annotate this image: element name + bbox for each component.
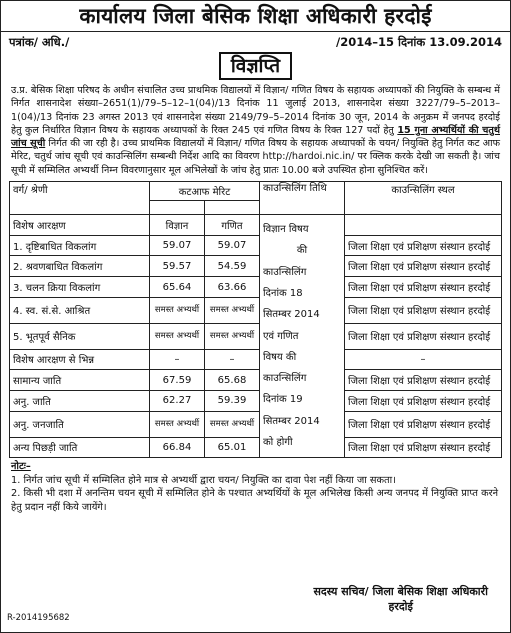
row-math: 59.39	[205, 391, 260, 412]
row-place: जिला शिक्षा एवं प्रशिक्षण संस्थान हरदोई	[345, 323, 502, 349]
counsel-date-cell	[260, 215, 345, 458]
signature-line1: सदस्य सचिव/ जिला बेसिक शिक्षा अधिकारी	[313, 585, 488, 598]
table-row	[10, 235, 502, 256]
row-category: सामान्य जाति	[10, 370, 150, 391]
notice-title: विज्ञप्ति	[219, 52, 292, 80]
row-category: 5. भूतपूर्व सैनिक	[10, 323, 150, 349]
office-title: कार्यालय जिला बेसिक शिक्षा अधिकारी हरदोई	[79, 4, 432, 28]
row-math: 65.68	[205, 370, 260, 391]
table-row	[10, 323, 502, 349]
header-science: विज्ञान	[150, 215, 205, 236]
row-place: जिला शिक्षा एवं प्रशिक्षण संस्थान हरदोई	[345, 235, 502, 256]
table-row	[10, 277, 502, 298]
counsel-line: दिनांक 19	[263, 394, 303, 406]
header-counsel-place: काउन्सिलिंग स्थल	[345, 182, 502, 215]
signature-line2: हरदोई	[388, 600, 413, 613]
table-row	[10, 437, 502, 458]
row-science: समस्त अभ्यर्थी	[150, 411, 205, 437]
row-science: 66.84	[150, 437, 205, 458]
counsel-line: विज्ञान विषय	[263, 224, 309, 236]
row-category: अन्य पिछड़ी जाति	[10, 437, 150, 458]
row-science: समस्त अभ्यर्थी	[150, 297, 205, 323]
table-header-row	[10, 182, 502, 201]
row-category: अनु. जनजाति	[10, 411, 150, 437]
counsel-line: सितम्बर 2014	[263, 309, 320, 321]
dash-cell: –	[150, 349, 205, 370]
row-science: 62.27	[150, 391, 205, 412]
row-science: समस्त अभ्यर्थी	[150, 323, 205, 349]
notes-section	[1, 458, 510, 514]
row-science: 59.57	[150, 256, 205, 277]
reference-line	[1, 32, 510, 52]
row-category: 3. चलन क्रिया विकलांग	[10, 277, 150, 298]
table-row	[10, 411, 502, 437]
counsel-line: दिनांक 18	[263, 287, 303, 299]
dash-cell: –	[205, 349, 260, 370]
cutoff-table	[9, 181, 502, 458]
row-science: 67.59	[150, 370, 205, 391]
row-place: जिला शिक्षा एवं प्रशिक्षण संस्थान हरदोई	[345, 411, 502, 437]
counsel-line: एवं गणित	[263, 330, 299, 342]
release-number: R-2014195682	[7, 613, 70, 623]
row-math: 65.01	[205, 437, 260, 458]
paragraph-highlight: 15 गुना अभ्यर्थियों की चतुर्थ जांच सूची	[11, 124, 500, 150]
row-category: 2. श्रवणबाधित विकलांग	[10, 256, 150, 277]
letter-date: /2014–15 दिनांक 13.09.2014	[336, 34, 502, 49]
paragraph-part1: उ.प्र. बेसिक शिक्षा परिषद के अधीन संचालित उच्च प्राथमिक विद्यालयों में विज्ञान/ गणित विषय के सहायक अध्यापकों की नियुक्ति के सम्बन्ध में निर्गत शासनादेश संख्या–2651(1)/79–5–12–1(04)/13 दिनांक 11 जुलाई 2013, शासनादेश संख्या 3227/79–5–2013–1(04)/13 दिनांक 23 अगस्त 2013 एवं शासनादेश संख्या 2149/79–5–2014 दिनांक 30 जून, 2014 के अनुक्रम में जनपद हरदोई हेतु कुल निर्धारित विज्ञान विषय के सहायक अध्यापकों के रिक्त 245 एवं गणित विषय के रिक्त 127 पदों हेतु	[11, 85, 500, 136]
row-place: जिला शिक्षा एवं प्रशिक्षण संस्थान हरदोई	[345, 437, 502, 458]
counsel-date-lines	[263, 219, 341, 453]
counsel-line: काउन्सिलिंग	[263, 373, 307, 385]
notice-paragraph	[1, 80, 510, 177]
counsel-line: काउन्सिलिंग	[263, 266, 307, 278]
notice-title-wrap	[1, 52, 510, 80]
table-row	[10, 370, 502, 391]
special-label: विशेष आरक्षण	[10, 215, 150, 236]
table-row	[10, 297, 502, 323]
row-place: जिला शिक्षा एवं प्रशिक्षण संस्थान हरदोई	[345, 256, 502, 277]
row-place: जिला शिक्षा एवं प्रशिक्षण संस्थान हरदोई	[345, 391, 502, 412]
row-category: अनु. जाति	[10, 391, 150, 412]
header-counsel-date: काउन्सिलिंग तिथि	[260, 182, 345, 215]
notes-heading: नोटः–	[11, 461, 31, 473]
row-science: 65.64	[150, 277, 205, 298]
header-cutoff: कटआफ मेरिट	[150, 182, 260, 201]
row-math: 59.07	[205, 235, 260, 256]
counsel-line: विषय की	[263, 351, 297, 363]
paragraph-part2: निर्गत की जा रही है। उच्च प्राथमिक विद्यालयों में विज्ञान/ गणित विषय के सहायक अध्यापकों के चयन/ नियुक्ति हेतु निर्गत कट आफ मेरिट, चतुर्थ जांच सूची एवं काउन्सिलिंग सम्बन्धी निर्देश आदि का विवरण http://hardoi.nic.in/ पर क्लिक करके देखी जा सकती है। जांच सूची में सम्मिलित अभ्यर्थी निम्न विवरणानुसार मूल अभिलेखों के जांच हेतु प्रातः 10.00 बजे उपस्थित होना सुनिश्चित करें।	[11, 138, 500, 176]
row-place: जिला शिक्षा एवं प्रशिक्षण संस्थान हरदोई	[345, 277, 502, 298]
row-place: जिला शिक्षा एवं प्रशिक्षण संस्थान हरदोई	[345, 297, 502, 323]
row-category: 4. स्व. सं.से. आश्रित	[10, 297, 150, 323]
counsel-line: सितम्बर 2014	[263, 415, 320, 427]
counsel-line: को होगी	[263, 437, 293, 449]
table-row	[10, 391, 502, 412]
note-item: 2. किसी भी दशा में अनन्तिम चयन सूची में सम्मिलित होने के पश्चात अभ्यर्थियों के मूल अभिलेख किसी अन्य जनपद में नियुक्ति प्राप्त करने हेतु प्रदान नहीं किये जायेंगे।	[11, 488, 499, 513]
letter-number: पत्रांक/ अधि./	[9, 34, 70, 49]
other-label: विशेष आरक्षण से भिन्न	[10, 349, 150, 370]
row-category: 1. दृष्टिबाधित विकलांग	[10, 235, 150, 256]
row-math: 63.66	[205, 277, 260, 298]
row-math: 54.59	[205, 256, 260, 277]
row-math: समस्त अभ्यर्थी	[205, 411, 260, 437]
row-math: समस्त अभ्यर्थी	[205, 297, 260, 323]
row-math: समस्त अभ्यर्थी	[205, 323, 260, 349]
header-category: वर्ग/ श्रेणी	[10, 182, 150, 215]
other-label-row	[10, 349, 502, 370]
row-place: जिला शिक्षा एवं प्रशिक्षण संस्थान हरदोई	[345, 370, 502, 391]
office-header	[1, 1, 510, 32]
header-math: गणित	[205, 215, 260, 236]
table-row	[10, 256, 502, 277]
special-label-row	[10, 215, 502, 236]
row-science: 59.07	[150, 235, 205, 256]
note-item: 1. निर्गत जांच सूची में सम्मिलित होने मात्र से अभ्यर्थी द्वारा चयन/ नियुक्ति का दावा पेश नहीं किया जा सकता।	[11, 474, 396, 486]
counsel-line: की	[296, 245, 308, 257]
dash-cell: –	[345, 349, 502, 370]
signature-block	[313, 584, 488, 614]
